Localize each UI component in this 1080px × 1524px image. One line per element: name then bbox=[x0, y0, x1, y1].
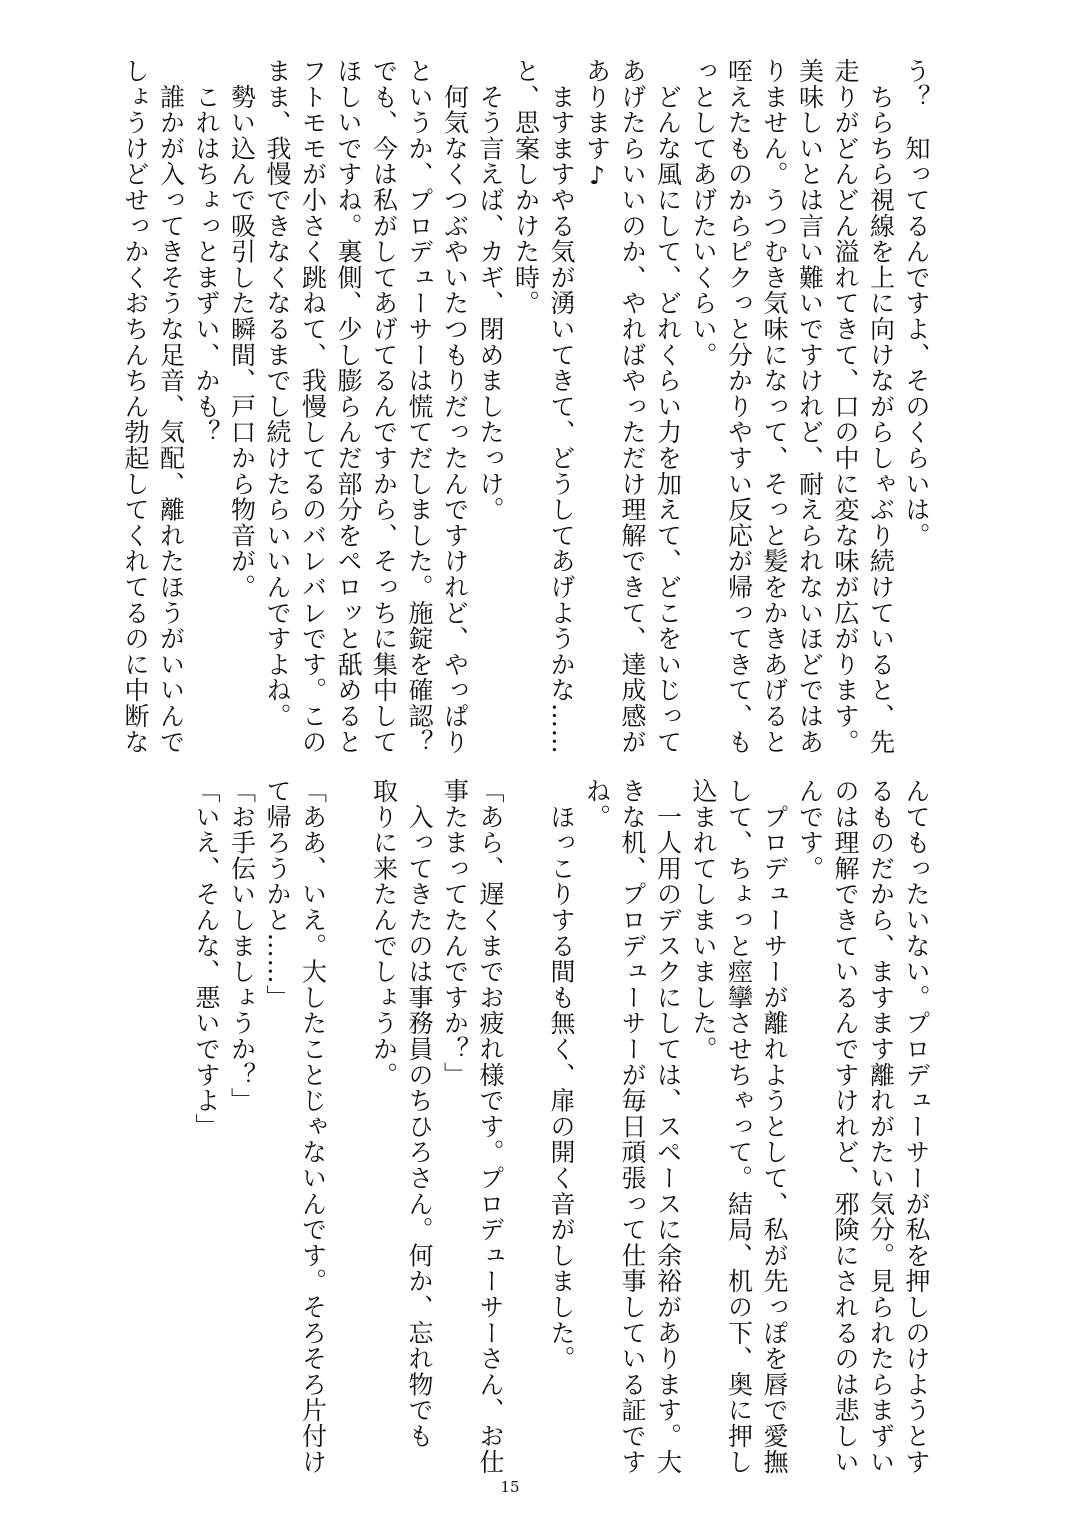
text-column: んてもったいない。プロデューサーが私を押しのけようとす bbox=[902, 778, 931, 1475]
text-column: 「ああ、いえ。大したことじゃないんです。そろそろ片付け bbox=[298, 778, 328, 1475]
text-block-top bbox=[117, 58, 934, 755]
text-column: して、ちょっと痙攣させちゃって。結局、机の下、奥に押し bbox=[724, 778, 754, 1475]
text-column: ね。 bbox=[582, 778, 612, 830]
text-column: りません。うつむき気味になって、そっと髪をかきあげると bbox=[760, 58, 789, 755]
text-column bbox=[331, 778, 367, 1438]
text-column: そう言えば、カギ、閉めましたっけ。 bbox=[476, 58, 505, 523]
text-column: 誰かが入ってきそうな足音、気配、離れたほうがいいんで bbox=[156, 58, 186, 755]
text-block-bottom bbox=[188, 778, 934, 1475]
text-column: しょうけどせっかくおちんちん勃起してくれてるのに中断な bbox=[121, 58, 150, 755]
text-column: でも、今は私がしてあげてるんですから、そっちに集中して bbox=[369, 58, 399, 755]
text-column: フトモモが小さく跳ねて、我慢してるのバレバレです。この bbox=[298, 58, 328, 755]
text-column: あげたらいいのか、やればやっただけ理解できて、達成感が bbox=[618, 58, 647, 755]
text-column: 事たまってたんですか？」 bbox=[440, 778, 470, 1088]
text-column: プロデューサーが離れようとして、私が先っぽを唇で愛撫 bbox=[760, 778, 789, 1475]
text-column: どんな風にして、どれくらい力を加えて、どこをいじって bbox=[653, 58, 683, 755]
text-column: のは理解できているんですけれど、邪険にされるのは悲しい bbox=[831, 778, 860, 1475]
text-column bbox=[508, 778, 544, 1438]
text-column: 勢い込んで吸引した瞬間、戸口から物音が。 bbox=[227, 58, 257, 600]
text-column: う？ 知ってるんですよ、そのくらいは。 bbox=[902, 58, 931, 549]
text-column: 入ってきたのは事務員のちひろさん。何か、忘れ物でも bbox=[405, 778, 434, 1449]
text-column: まま、我慢できなくなるまでし続けたらいいんですよね。 bbox=[263, 58, 292, 729]
text-column: きな机、プロデューサーが毎日頑張って仕事している証です bbox=[618, 778, 647, 1475]
text-column: というか、プロデューサーは慌てだしました。施錠を確認？ bbox=[405, 58, 434, 755]
page-number: 15 bbox=[500, 1478, 520, 1496]
text-column: て帰ろうかと……」 bbox=[263, 778, 292, 1011]
text-column: 走りがどんどん溢れてきて、口の中に変な味が広がります。 bbox=[831, 58, 860, 755]
text-column: ちらちら視線を上に向けながらしゃぶり続けていると、先 bbox=[866, 58, 896, 755]
text-column: 美味しいとは言い難いですけれど、耐えられないほどではあ bbox=[795, 58, 825, 755]
text-column: 「いえ、そんな、悪いですよ」 bbox=[192, 778, 221, 1140]
text-column: 一人用のデスクにしては、スペースに余裕があります。大 bbox=[653, 778, 683, 1475]
text-column: と、思案しかけた時。 bbox=[511, 58, 541, 316]
text-column: 取りに来たんでしょうか。 bbox=[369, 778, 399, 1088]
text-column: 咥えたものからピクっと分かりやすい反応が帰ってきて、も bbox=[724, 58, 754, 755]
text-column: ほしいですね。裏側、少し膨らんだ部分をペロッと舐めると bbox=[334, 58, 363, 755]
text-column: んです。 bbox=[795, 778, 825, 882]
text-column: 「あら、遅くまでお疲れ様です。プロデューサーさん、お仕 bbox=[476, 778, 505, 1475]
text-column: ほっこりする間も無く、扉の開く音がしました。 bbox=[547, 778, 576, 1372]
text-column: るものだから、ますます離れがたい気分。見られたらまずい bbox=[866, 778, 896, 1475]
text-column: 「お手伝いしましょうか？」 bbox=[227, 778, 257, 1114]
text-column: ますますやる気が湧いてきて、どうしてあげようかな…… bbox=[547, 58, 576, 755]
text-column: 込まれてしまいました。 bbox=[689, 778, 718, 1062]
text-column: あります♪ bbox=[582, 58, 612, 191]
text-column: これはちょっとまずい、かも？ bbox=[192, 58, 221, 445]
text-column: っとしてあげたいくらい。 bbox=[689, 58, 718, 368]
text-column: 何気なくつぶやいたつもりだったんですけれど、やっぱり bbox=[440, 58, 470, 755]
